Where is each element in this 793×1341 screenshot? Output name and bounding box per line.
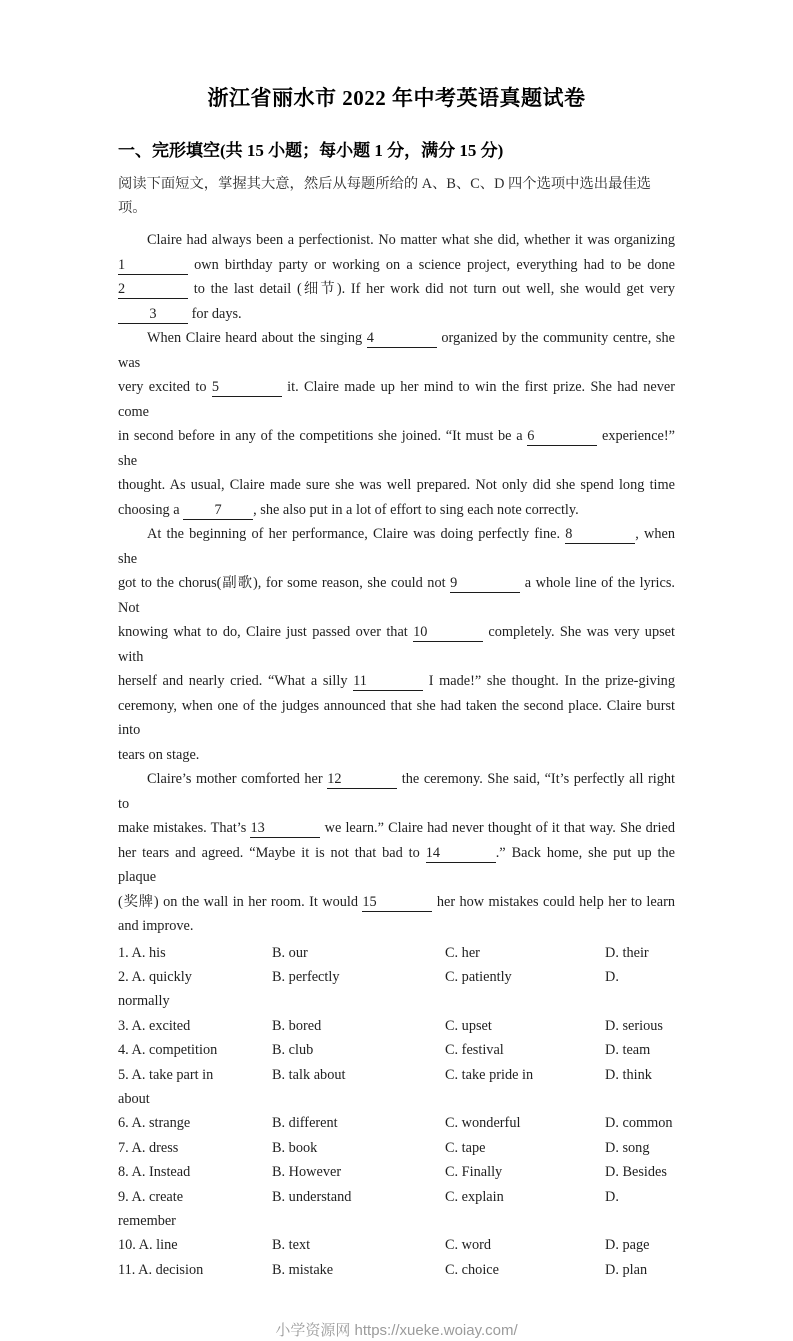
passage-line: and improve. — [118, 918, 194, 934]
passage-paragraph — [118, 228, 675, 326]
option-cell-a: 1. A. his — [118, 944, 166, 961]
cloze-blank-13: 13 — [250, 820, 320, 838]
option-cell-b: B. However — [272, 1164, 342, 1181]
option-cell-d: D. common — [605, 1115, 673, 1132]
cloze-blank-4: 4 — [367, 330, 437, 348]
cloze-blank-2: 2 — [118, 281, 188, 299]
cloze-blank-1: 1 — [118, 257, 188, 275]
passage-line: her tears and agreed. “Maybe it is not that bad to 14 .” Back home, she put up the plaque — [118, 844, 676, 885]
cloze-blank-12: 12 — [327, 771, 397, 789]
option-cell-b: B. perfectly — [272, 968, 340, 985]
footer-site-name: 小学资源网 — [275, 1322, 351, 1340]
option-cell-d: D. their — [605, 944, 649, 961]
passage-line: make mistakes. That’s 13 we learn.” Claire had never thought of it that way. She dried — [118, 820, 675, 836]
footer — [118, 1320, 675, 1341]
option-cell-c: C. take pride in — [445, 1066, 534, 1083]
passage-line: thought. As usual, Claire made sure she was well prepared. Not only did she spend long time — [118, 477, 675, 493]
option-cell-c: C. upset — [445, 1017, 492, 1034]
page-title: 浙江省丽水市 2022 年中考英语真题试卷 — [207, 86, 586, 110]
option-cell-a: 3. A. excited — [118, 1017, 191, 1034]
passage-line: 3 for days. — [118, 302, 675, 327]
option-cell-d: D. plan — [605, 1261, 648, 1278]
option-cell-d: D. page — [605, 1237, 650, 1254]
option-row — [118, 1111, 675, 1135]
option-cell-b: B. mistake — [272, 1261, 334, 1278]
option-row — [118, 1160, 675, 1184]
option-cell-a: 5. A. take part in — [118, 1066, 214, 1083]
passage-line: Claire’s mother comforted her 12 the ceremony. She said, “It’s perfectly all right to — [118, 771, 675, 812]
options-list — [118, 941, 675, 1283]
instruction-text: 阅读下面短文，掌握其大意，然后从每题所给的 A、B、C、D 四个选项中选出最佳选项。 — [118, 176, 651, 216]
cloze-blank-3: 3 — [118, 306, 188, 324]
option-wrap-line: normally — [118, 993, 170, 1010]
option-cell-b: B. talk about — [272, 1066, 346, 1083]
cloze-blank-8: 8 — [565, 526, 635, 544]
passage-line: got to the chorus(副歌), for some reason, she could not 9 a whole line of the lyrics. Not — [118, 575, 675, 616]
option-cell-b: B. understand — [272, 1188, 352, 1205]
option-cell-a: 10. A. line — [118, 1237, 178, 1254]
option-row — [118, 1233, 675, 1257]
option-cell-a: 6. A. strange — [118, 1115, 191, 1132]
cloze-blank-10: 10 — [413, 624, 483, 642]
option-cell-c: C. patiently — [445, 968, 512, 985]
cloze-passage — [118, 228, 675, 939]
cloze-blank-6: 6 — [527, 428, 597, 446]
option-cell-a: 7. A. dress — [118, 1139, 179, 1156]
passage-paragraph — [118, 522, 675, 767]
option-row — [118, 1136, 675, 1160]
option-wrap-line: remember — [118, 1212, 176, 1229]
passage-line: knowing what to do, Claire just passed over that 10 completely. She was very upset with — [118, 624, 675, 665]
option-cell-d: D. Besides — [605, 1164, 667, 1181]
option-row — [118, 965, 675, 989]
passage-paragraph — [118, 767, 675, 939]
cloze-blank-11: 11 — [353, 673, 423, 691]
passage-line: ceremony, when one of the judges announced that she had taken the second place. Claire burst into — [118, 697, 675, 738]
option-cell-c: C. tape — [445, 1139, 486, 1156]
passage-line: 2 to the last detail (细节). If her work did not turn out well, she would get very — [118, 281, 675, 297]
option-cell-c: C. her — [445, 944, 480, 961]
option-cell-a: 2. A. quickly — [118, 968, 192, 985]
section-heading: 一、完形填空(共 15 小题；每小题 1 分，满分 15 分) — [118, 141, 504, 160]
cloze-blank-15: 15 — [362, 894, 432, 912]
passage-line: At the beginning of her performance, Claire was doing perfectly fine. 8 , when she — [118, 526, 675, 567]
option-row — [118, 1185, 675, 1209]
passage-line: When Claire heard about the singing 4 organized by the community centre, she was — [118, 330, 675, 371]
option-row — [118, 1258, 675, 1282]
option-cell-d: D. — [605, 968, 619, 985]
cloze-blank-14: 14 — [426, 845, 496, 863]
passage-line: choosing a 7 , she also put in a lot of effort to sing each note correctly. — [118, 501, 579, 518]
passage-line: (奖牌) on the wall in her room. It would 15 her how mistakes could help her to learn — [118, 893, 675, 910]
cloze-blank-9: 9 — [450, 575, 520, 593]
option-cell-d: D. think — [605, 1066, 652, 1083]
option-cell-b: B. club — [272, 1042, 314, 1059]
option-cell-b: B. our — [272, 944, 308, 961]
option-cell-b: B. different — [272, 1115, 338, 1132]
option-cell-c: C. wonderful — [445, 1115, 521, 1132]
option-row — [118, 1014, 675, 1038]
option-cell-c: C. word — [445, 1237, 492, 1254]
option-cell-d: D. song — [605, 1139, 650, 1156]
passage-line: in second before in any of the competitions she joined. “It must be a 6 experience!” she — [118, 428, 675, 469]
passage-line: tears on stage. — [118, 746, 200, 763]
option-cell-d: D. serious — [605, 1017, 663, 1034]
option-cell-b: B. book — [272, 1139, 318, 1156]
option-cell-c: C. choice — [445, 1261, 499, 1278]
option-cell-d: D. team — [605, 1042, 651, 1059]
cloze-blank-5: 5 — [212, 379, 282, 397]
option-cell-b: B. text — [272, 1237, 311, 1254]
option-cell-d: D. — [605, 1188, 619, 1205]
passage-line: herself and nearly cried. “What a silly 11 I made!” she thought. In the prize-giving — [118, 673, 675, 689]
option-cell-c: C. explain — [445, 1188, 504, 1205]
option-cell-a: 9. A. create — [118, 1188, 184, 1205]
passage-line: 1 own birthday party or working on a science project, everything had to be done — [118, 256, 675, 273]
option-wrap-line: about — [118, 1090, 150, 1107]
option-cell-a: 8. A. Instead — [118, 1164, 191, 1181]
option-cell-c: C. festival — [445, 1042, 504, 1059]
option-row — [118, 941, 675, 965]
passage-line: very excited to 5 it. Claire made up her mind to win the first prize. She had never come — [118, 379, 675, 420]
passage-paragraph — [118, 326, 675, 522]
option-row — [118, 1038, 675, 1062]
passage-line: Claire had always been a perfectionist. No matter what she did, whether it was organizing — [147, 232, 675, 248]
cloze-blank-7: 7 — [183, 502, 253, 520]
option-cell-c: C. Finally — [445, 1164, 503, 1181]
option-row — [118, 1063, 675, 1087]
option-cell-a: 11. A. decision — [118, 1261, 204, 1278]
option-cell-a: 4. A. competition — [118, 1042, 218, 1059]
option-cell-b: B. bored — [272, 1017, 322, 1034]
footer-link[interactable]: https://xueke.woiay.com/ — [354, 1322, 518, 1340]
